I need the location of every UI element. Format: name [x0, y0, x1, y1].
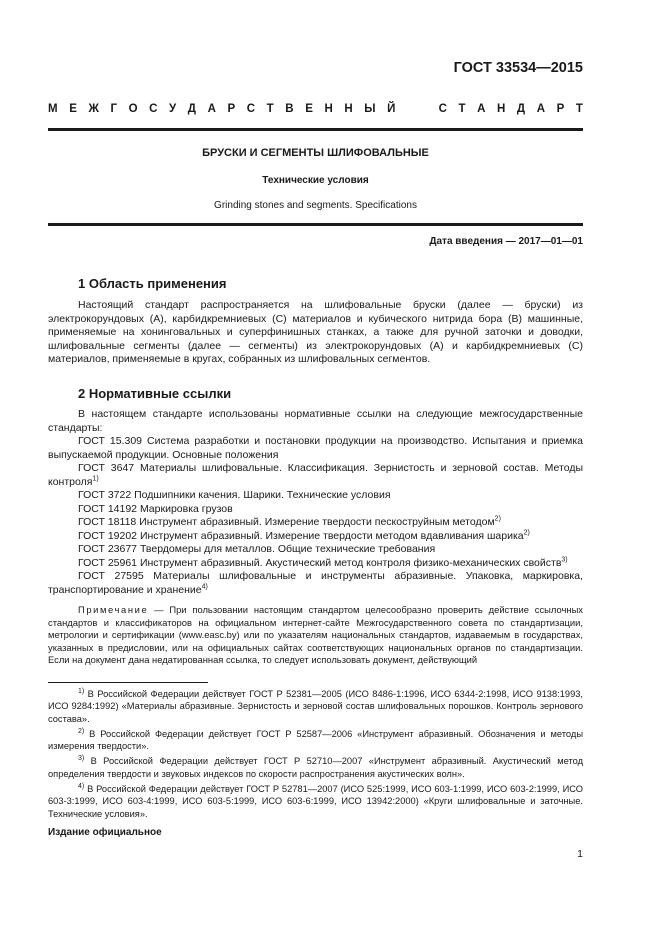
banner-letter: С: [149, 103, 158, 115]
banner-letter: С: [246, 103, 256, 115]
banner-letter: С: [438, 103, 447, 115]
introduction-date: Дата введения — 2017—01—01: [429, 236, 583, 247]
banner-letter: Р: [556, 103, 565, 115]
footnote-divider: [48, 682, 208, 683]
section-2-body: [48, 408, 583, 597]
banner-letter: А: [207, 103, 216, 115]
banner-letter: Е: [69, 103, 77, 115]
note-block: [48, 604, 583, 667]
reference-item: ГОСТ 27595 Материалы шлифовальные и инструменты абразивные. Упаковка, маркировка, транспортирование и хранение$^{4)}$: [48, 570, 583, 596]
references-intro: В настоящем стандарте использованы нормативные ссылки на следующие межгосударственные стандарты:: [48, 408, 583, 434]
banner-letter: Е: [305, 103, 313, 115]
banner-letter: У: [169, 103, 177, 115]
reference-item: ГОСТ 14192 Маркировка грузов: [78, 502, 233, 515]
banner-letter: Д: [516, 103, 526, 115]
title-bottom-rule: [48, 223, 583, 226]
scope-paragraph: Настоящий стандарт распространяется на шлифовальные бруски (далее — бруски) из электрокорундовых (А), карбидкремниевых (С) материалов и кубического нитрида бора (В) машинные, применяемые на хонинговальных и суперфинишных станках, а также для ручной заточки и доводки, шлифовальные сегменты (далее — сегменты) из электрокорундовых (А) и карбидкремниевых (С) материалов, применяемые в кругах, собранных из шлифовальных сегментов.: [48, 299, 583, 365]
document-subtitle: Технические условия: [262, 175, 369, 186]
page-number: 1: [577, 848, 583, 860]
banner-letter: Й: [387, 103, 396, 115]
banner-letter: О: [128, 103, 138, 115]
banner-letter: М: [48, 103, 58, 115]
reference-item: ГОСТ 15.309 Система разработки и постановки продукции на производство. Испытания и приемка выпускаемой продукции. Основные положения: [48, 435, 583, 461]
note-label: Примечание: [78, 604, 149, 615]
reference-item: ГОСТ 3647 Материалы шлифовальные. Классификация. Зернистость и зерновой состав. Методы контроля$^{1)}$: [48, 462, 583, 488]
footnote-item: $^{1)}$ В Российской Федерации действует ГОСТ Р 52381—2005 (ИСО 8486-1:1996, ИСО 6344-2:1998, ИСО 9138:1993, ИСО 9284:1992) «Материалы абразивные. Зернистость и зерновой состав шлифовальных порошков. Контроль зернового состава».: [48, 687, 583, 724]
banner-letter: А: [477, 103, 486, 115]
banner-letter: В: [285, 103, 294, 115]
note-text: — При пользовании настоящим стандартом целесообразно проверить действие ссылочных стандартов и классификаторов на официальном интернет-сайте Межгосударственного совета по стандартизации, метрологии и сертификации (www.easc.by) или по указателям национальных стандартов, издаваемым в государствах, указанных в предисловии, или на официальных сайтах соответствующих национальных органов по стандартизации. Если на документ дана недатированная ссылка, то следует использовать документ, действующий: [48, 604, 583, 665]
interstate-standard-banner: [48, 103, 583, 115]
english-title: Grinding stones and segments. Specifications: [214, 200, 417, 211]
section-1-heading: 1 Область применения: [78, 276, 227, 291]
official-edition-label: Издание официальное: [48, 827, 162, 838]
banner-letter: Т: [575, 103, 583, 115]
banner-letter: Н: [324, 103, 333, 115]
section-2-heading: 2 Нормативные ссылки: [78, 386, 232, 401]
banner-letter: Н: [497, 103, 506, 115]
banner-letter: Ы: [364, 103, 376, 115]
banner-letter: Т: [458, 103, 466, 115]
reference-item: ГОСТ 25961 Инструмент абразивный. Акустический метод контроля физико-механических свойств$^{3)}$: [78, 556, 568, 569]
footnotes: [48, 688, 583, 823]
document-id: ГОСТ 33534—2015: [453, 60, 583, 76]
reference-item: ГОСТ 18118 Инструмент абразивный. Измерение твердости пескоструйным методом$^{2)}$: [78, 515, 501, 528]
banner-letter: Н: [344, 103, 353, 115]
banner-letter: Ж: [88, 103, 99, 115]
banner-letter: Т: [266, 103, 274, 115]
banner-gap: [407, 103, 427, 115]
banner-letter: А: [536, 103, 546, 115]
banner-letter: Р: [227, 103, 236, 115]
reference-item: ГОСТ 3722 Подшипники качения. Шарики. Технические условия: [78, 489, 391, 501]
top-rule: [48, 128, 583, 131]
section-1-body: [48, 299, 583, 367]
banner-letter: Д: [187, 103, 196, 115]
banner-letter: Г: [110, 103, 117, 115]
document-title: БРУСКИ И СЕГМЕНТЫ ШЛИФОВАЛЬНЫЕ: [202, 147, 429, 159]
reference-item: ГОСТ 23677 Твердомеры для металлов. Общие технические требования: [78, 543, 436, 555]
footnote-item: $^{3)}$ В Российской Федерации действует ГОСТ Р 52710—2007 «Инструмент абразивный. Акустический метод определения твердости и звуковых индексов по скорости распространения акустических волн».: [48, 755, 583, 779]
footnote-item: $^{4)}$ В Российской Федерации действует ГОСТ Р 52781—2007 (ИСО 525:1999, ИСО 603-1:1999, ИСО 603-2:1999, ИСО 603-3:1999, ИСО 603-4:1999, ИСО 603-5:1999, ИСО 603-6:1999, ИСО 13942:2000) «Круги шлифовальные и заточные. Технические условия».: [48, 782, 583, 819]
reference-item: ГОСТ 19202 Инструмент абразивный. Измерение твердости методом вдавливания шарика$^{2)}$: [78, 529, 530, 542]
footnote-item: $^{2)}$ В Российской Федерации действует ГОСТ Р 52587—2006 «Инструмент абразивный. Обозначения и методы измерения твердости».: [48, 727, 583, 752]
